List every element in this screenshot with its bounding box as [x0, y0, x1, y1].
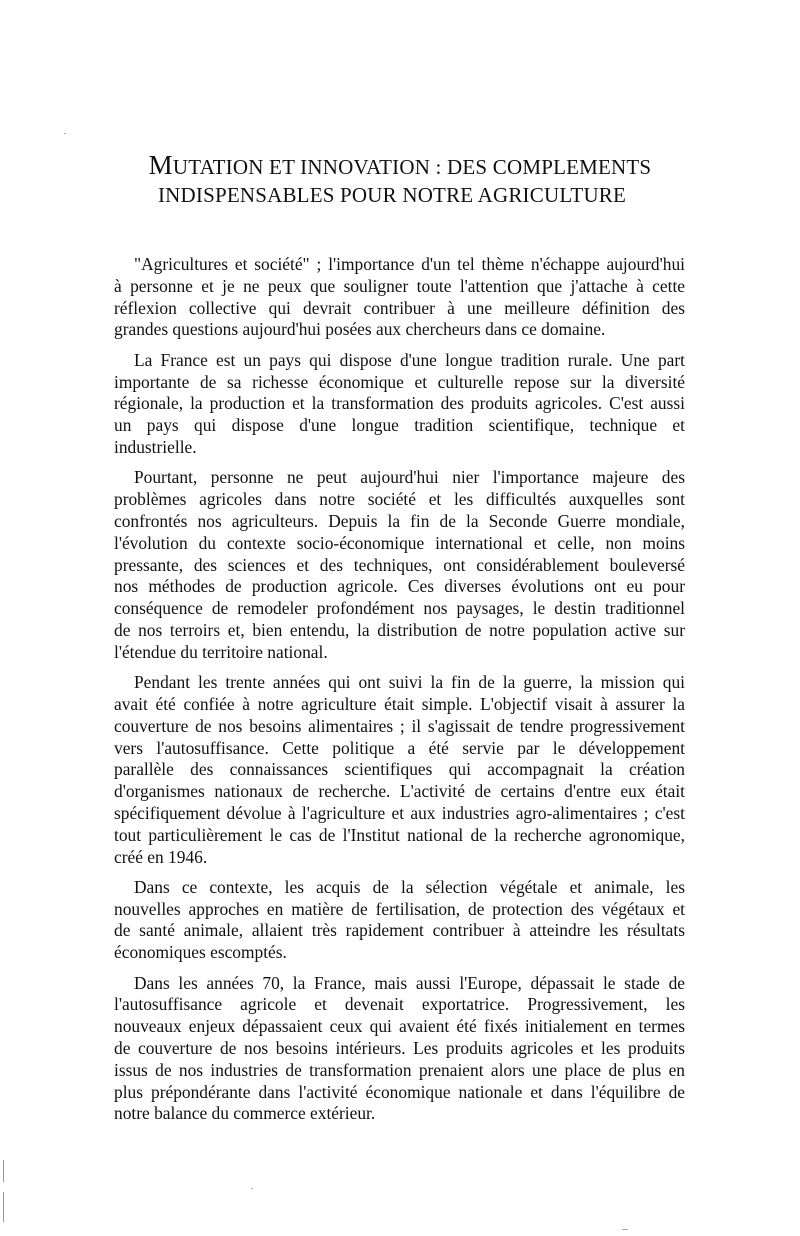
- text-line: confrontés nos agriculteurs. Depuis la fin de la Seconde Guerre mondiale,: [114, 510, 685, 531]
- paragraph: [114, 973, 685, 1126]
- paragraph: [114, 672, 685, 868]
- text-line: l'autosuffisance agricole et devenait exportatrice. Progressivement, les: [114, 994, 685, 1015]
- text-line: conséquence de remodeler profondément nos paysages, le destin traditionnel: [114, 598, 685, 619]
- text-line: Pendant les trente années qui ont suivi la fin de la guerre, la mission qui: [134, 672, 685, 693]
- title-initial: M: [148, 150, 173, 180]
- text-line: nouvelles approches en matière de fertilisation, de protection des végétaux et: [114, 898, 685, 919]
- text-line: grandes questions aujourd'hui posées aux chercheurs dans ce domaine.: [114, 319, 606, 340]
- text-line: spécifiquement dévolue à l'agriculture et aux industries agro-alimentaires ; c'est: [114, 802, 685, 823]
- text-line: industrielle.: [114, 436, 197, 457]
- text-line: La France est un pays qui dispose d'une longue tradition rurale. Une part: [134, 349, 685, 370]
- scan-edge-mark: [3, 1192, 4, 1222]
- text-line: notre balance du commerce extérieur.: [114, 1103, 376, 1124]
- text-line: l'évolution du contexte socio-économique international et celle, non moins: [114, 532, 685, 553]
- text-line: plus prépondérante dans l'activité économique nationale et dans l'équilibre de: [114, 1081, 685, 1102]
- text-line: créé en 1946.: [114, 846, 208, 867]
- text-line: Dans ce contexte, les acquis de la sélection végétale et animale, les: [134, 876, 685, 897]
- scan-speck: [64, 133, 66, 134]
- chapter-title-line-1: [0, 150, 800, 181]
- text-line: régionale, la production et la transformation des produits agricoles. C'est aussi: [114, 393, 685, 414]
- chapter-title-line-2: INDISPENSABLES POUR NOTRE AGRICULTURE: [157, 183, 627, 207]
- text-line: issus de nos industries de transformation prenaient alors une place de plus en: [114, 1059, 685, 1080]
- text-line: à personne et je ne peux que souligner toute l'attention que j'attache à cette: [114, 275, 685, 296]
- paragraph: [114, 254, 685, 341]
- title-line-1-text: UTATION ET INNOVATION : DES COMPLEMENTS: [172, 155, 652, 179]
- paragraph: [114, 350, 685, 459]
- text-line: couverture de nos besoins alimentaires ; il s'agissait de tendre progressivement: [114, 715, 685, 736]
- text-line: "Agricultures et société" ; l'importance d'un tel thème n'échappe aujourd'hui: [134, 254, 685, 274]
- text-line: importante de sa richesse économique et culturelle repose sur la diversité: [114, 371, 685, 392]
- paragraph: [114, 877, 685, 964]
- text-line: pressante, des sciences et des techniques, ont considérablement bouleversé: [114, 554, 685, 575]
- text-line: problèmes agricoles dans notre société et les difficultés auxquelles sont: [114, 489, 685, 510]
- text-line: d'organismes nationaux de recherche. L'activité de certains d'entre eux était: [114, 781, 685, 802]
- text-line: l'étendue du territoire national.: [114, 641, 328, 662]
- text-line: Dans les années 70, la France, mais aussi l'Europe, dépassait le stade de: [134, 972, 685, 993]
- text-line: nos méthodes de production agricole. Ces diverses évolutions ont eu pour: [114, 576, 685, 597]
- text-line: économiques escomptés.: [114, 942, 287, 963]
- text-line: de santé animale, allaient très rapidement contribuer à atteindre les résultats: [114, 920, 685, 941]
- text-line: vers l'autosuffisance. Cette politique a été servie par le développement: [114, 737, 685, 758]
- paragraph: [114, 467, 685, 663]
- scan-edge-mark: [3, 1160, 4, 1182]
- text-line: de nos terroirs et, bien entendu, la distribution de notre population active sur: [114, 619, 685, 640]
- text-line: avait été confiée à notre agriculture était simple. L'objectif visait à assurer la: [114, 693, 685, 714]
- scan-speck: [251, 1188, 253, 1189]
- text-line: Pourtant, personne ne peut aujourd'hui nier l'importance majeure des: [134, 467, 685, 488]
- text-line: nouveaux enjeux dépassaient ceux qui avaient été fixés initialement en termes: [114, 1016, 685, 1037]
- text-line: de couverture de nos besoins intérieurs. Les produits agricoles et les produits: [114, 1038, 685, 1059]
- text-line: parallèle des connaissances scientifiques qui accompagnait la création: [114, 759, 685, 780]
- text-line: réflexion collective qui devrait contribuer à une meilleure définition des: [114, 297, 685, 318]
- text-line: tout particulièrement le cas de l'Institut national de la recherche agronomique,: [114, 824, 685, 845]
- body-text: [114, 254, 685, 1134]
- scan-speck: [622, 1229, 628, 1230]
- text-line: un pays qui dispose d'une longue tradition scientifique, technique et: [114, 415, 685, 436]
